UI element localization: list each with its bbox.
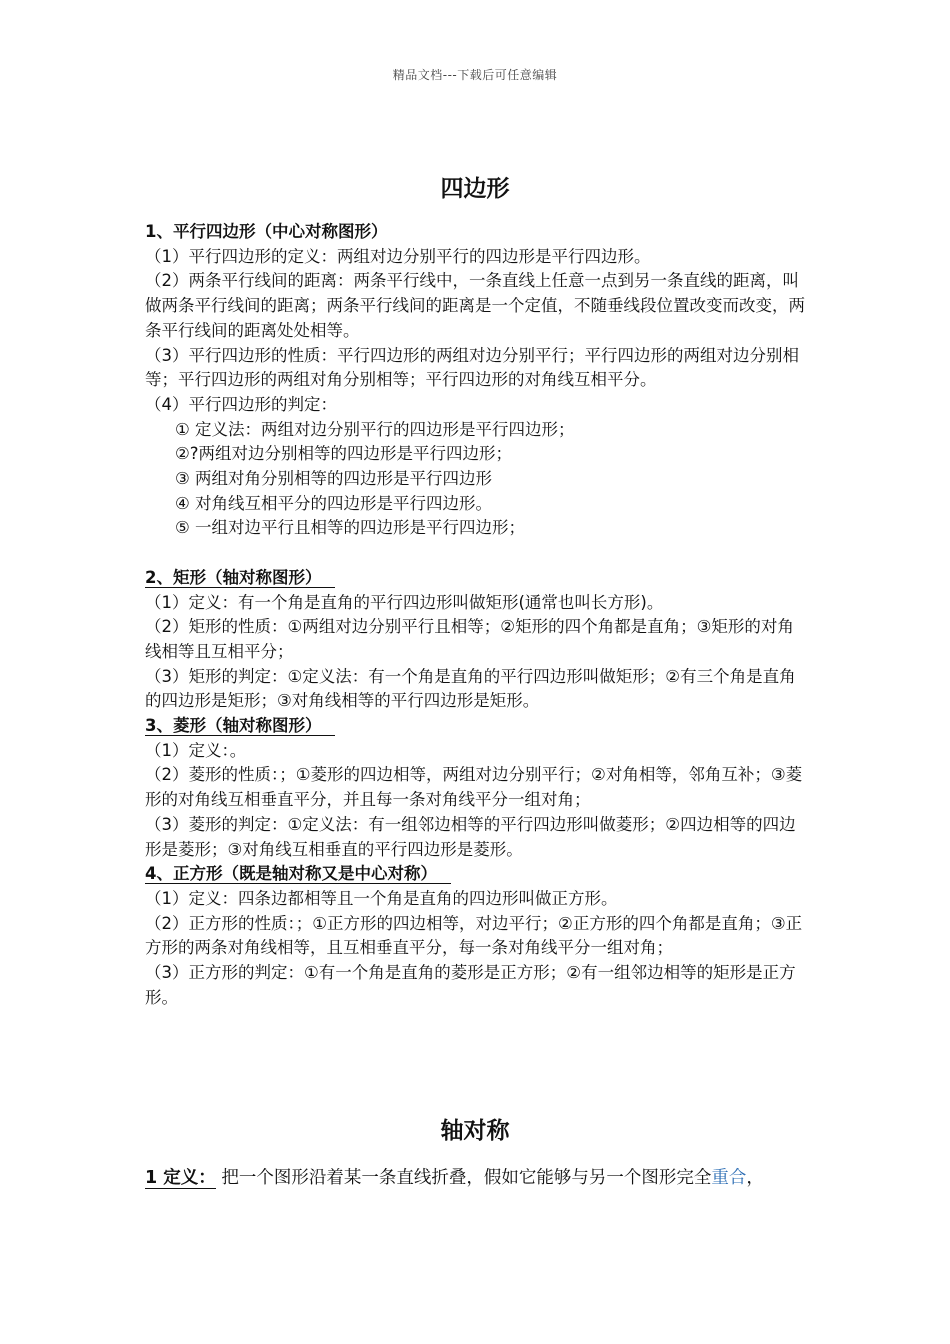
term-link[interactable]: 重合 (711, 1168, 747, 1188)
list-item: ③ 两组对角分别相等的四边形是平行四边形 (175, 469, 493, 489)
section-heading (145, 714, 810, 739)
page-header: 精品文档---下载后可任意编辑 (392, 68, 558, 82)
page-title: 四边形 (440, 176, 510, 202)
list-item: ⑤ 一组对边平行且相等的四边形是平行四边形； (175, 518, 526, 538)
spacer (145, 541, 810, 566)
paragraph: （2）矩形的性质：①两组对边分别平行且相等；②矩形的四个角都是直角；③矩形的对角线相等且互相平分； (145, 617, 794, 661)
paragraph: （4）平行四边形的判定： (145, 394, 337, 414)
paragraph: （2）菱形的性质：；①菱形的四边相等，两组对边分别平行；②对角相等，邻角互补；③菱形的对角线互相垂直平分，并且每一条对角线平分一组对角； (145, 765, 803, 810)
section-heading-text: 3、菱形（轴对称图形） (145, 716, 335, 736)
section-heading-text: 2、矩形（轴对称图形） (145, 568, 335, 588)
section-heading: 1、平行四边形（中心对称图形） (145, 222, 388, 241)
paragraph: （3）矩形的判定：①定义法：有一个角是直角的平行四边形叫做矩形；②有三个角是直角的四边形是矩形；③对角线相等的平行四边形是矩形。 (145, 666, 796, 711)
definition-text: 把一个图形沿着某一条直线折叠，假如它能够与另一个图形完全 (221, 1168, 712, 1188)
paragraph: （3）平行四边形的性质：平行四边形的两组对边分别平行；平行四边形的两组对边分别相等；平行四边形的两组对角分别相等；平行四边形的对角线互相平分。 (145, 345, 799, 390)
paragraph: （2）正方形的性质：；①正方形的四边相等，对边平行；②正方形的四个角都是直角；③正方形的两条对角线相等，且互相垂直平分，每一条对角线平分一组对角； (145, 913, 803, 958)
definition-label: 1 定义： (145, 1168, 216, 1188)
paragraph: （1）平行四边形的定义：两组对边分别平行的四边形是平行四边形。 (145, 246, 651, 266)
paragraph: （1）定义：。 (145, 740, 247, 760)
paragraph: （1）定义：有一个角是直角的平行四边形叫做矩形(通常也叫长方形)。 (145, 592, 664, 612)
list-item: ②?两组对边分别相等的四边形是平行四边形； (175, 444, 513, 464)
definition-tail: ， (746, 1168, 764, 1188)
paragraph: （2）两条平行线间的距离：两条平行线中，一条直线上任意一点到另一条直线的距离，叫做两条平行线间的距离；两条平行线间的距离是一个定值，不随垂线段位置改变而改变，两条平行线间的距离处处相等。 (145, 271, 805, 340)
paragraph: （1）定义：四条边都相等且一个角是直角的四边形叫做正方形。 (145, 888, 618, 908)
paragraph: （3）正方形的判定：①有一个角是直角的菱形是正方形；②有一组邻边相等的矩形是正方形。 (145, 963, 796, 1007)
paragraph: （3）菱形的判定：①定义法：有一组邻边相等的平行四边形叫做菱形；②四边相等的四边形是菱形；③对角线互相垂直的平行四边形是菱形。 (145, 814, 796, 859)
section-heading (145, 862, 810, 887)
document-content (145, 220, 810, 1010)
section-heading-text: 4、正方形（既是轴对称又是中心对称） (145, 864, 451, 884)
list-item: ④ 对角线互相平分的四边形是平行四边形。 (175, 493, 493, 513)
section-title: 轴对称 (440, 1118, 510, 1144)
section-heading (145, 566, 810, 591)
symmetry-definition (145, 1165, 815, 1191)
list-item: ① 定义法：两组对边分别平行的四边形是平行四边形； (175, 419, 575, 439)
